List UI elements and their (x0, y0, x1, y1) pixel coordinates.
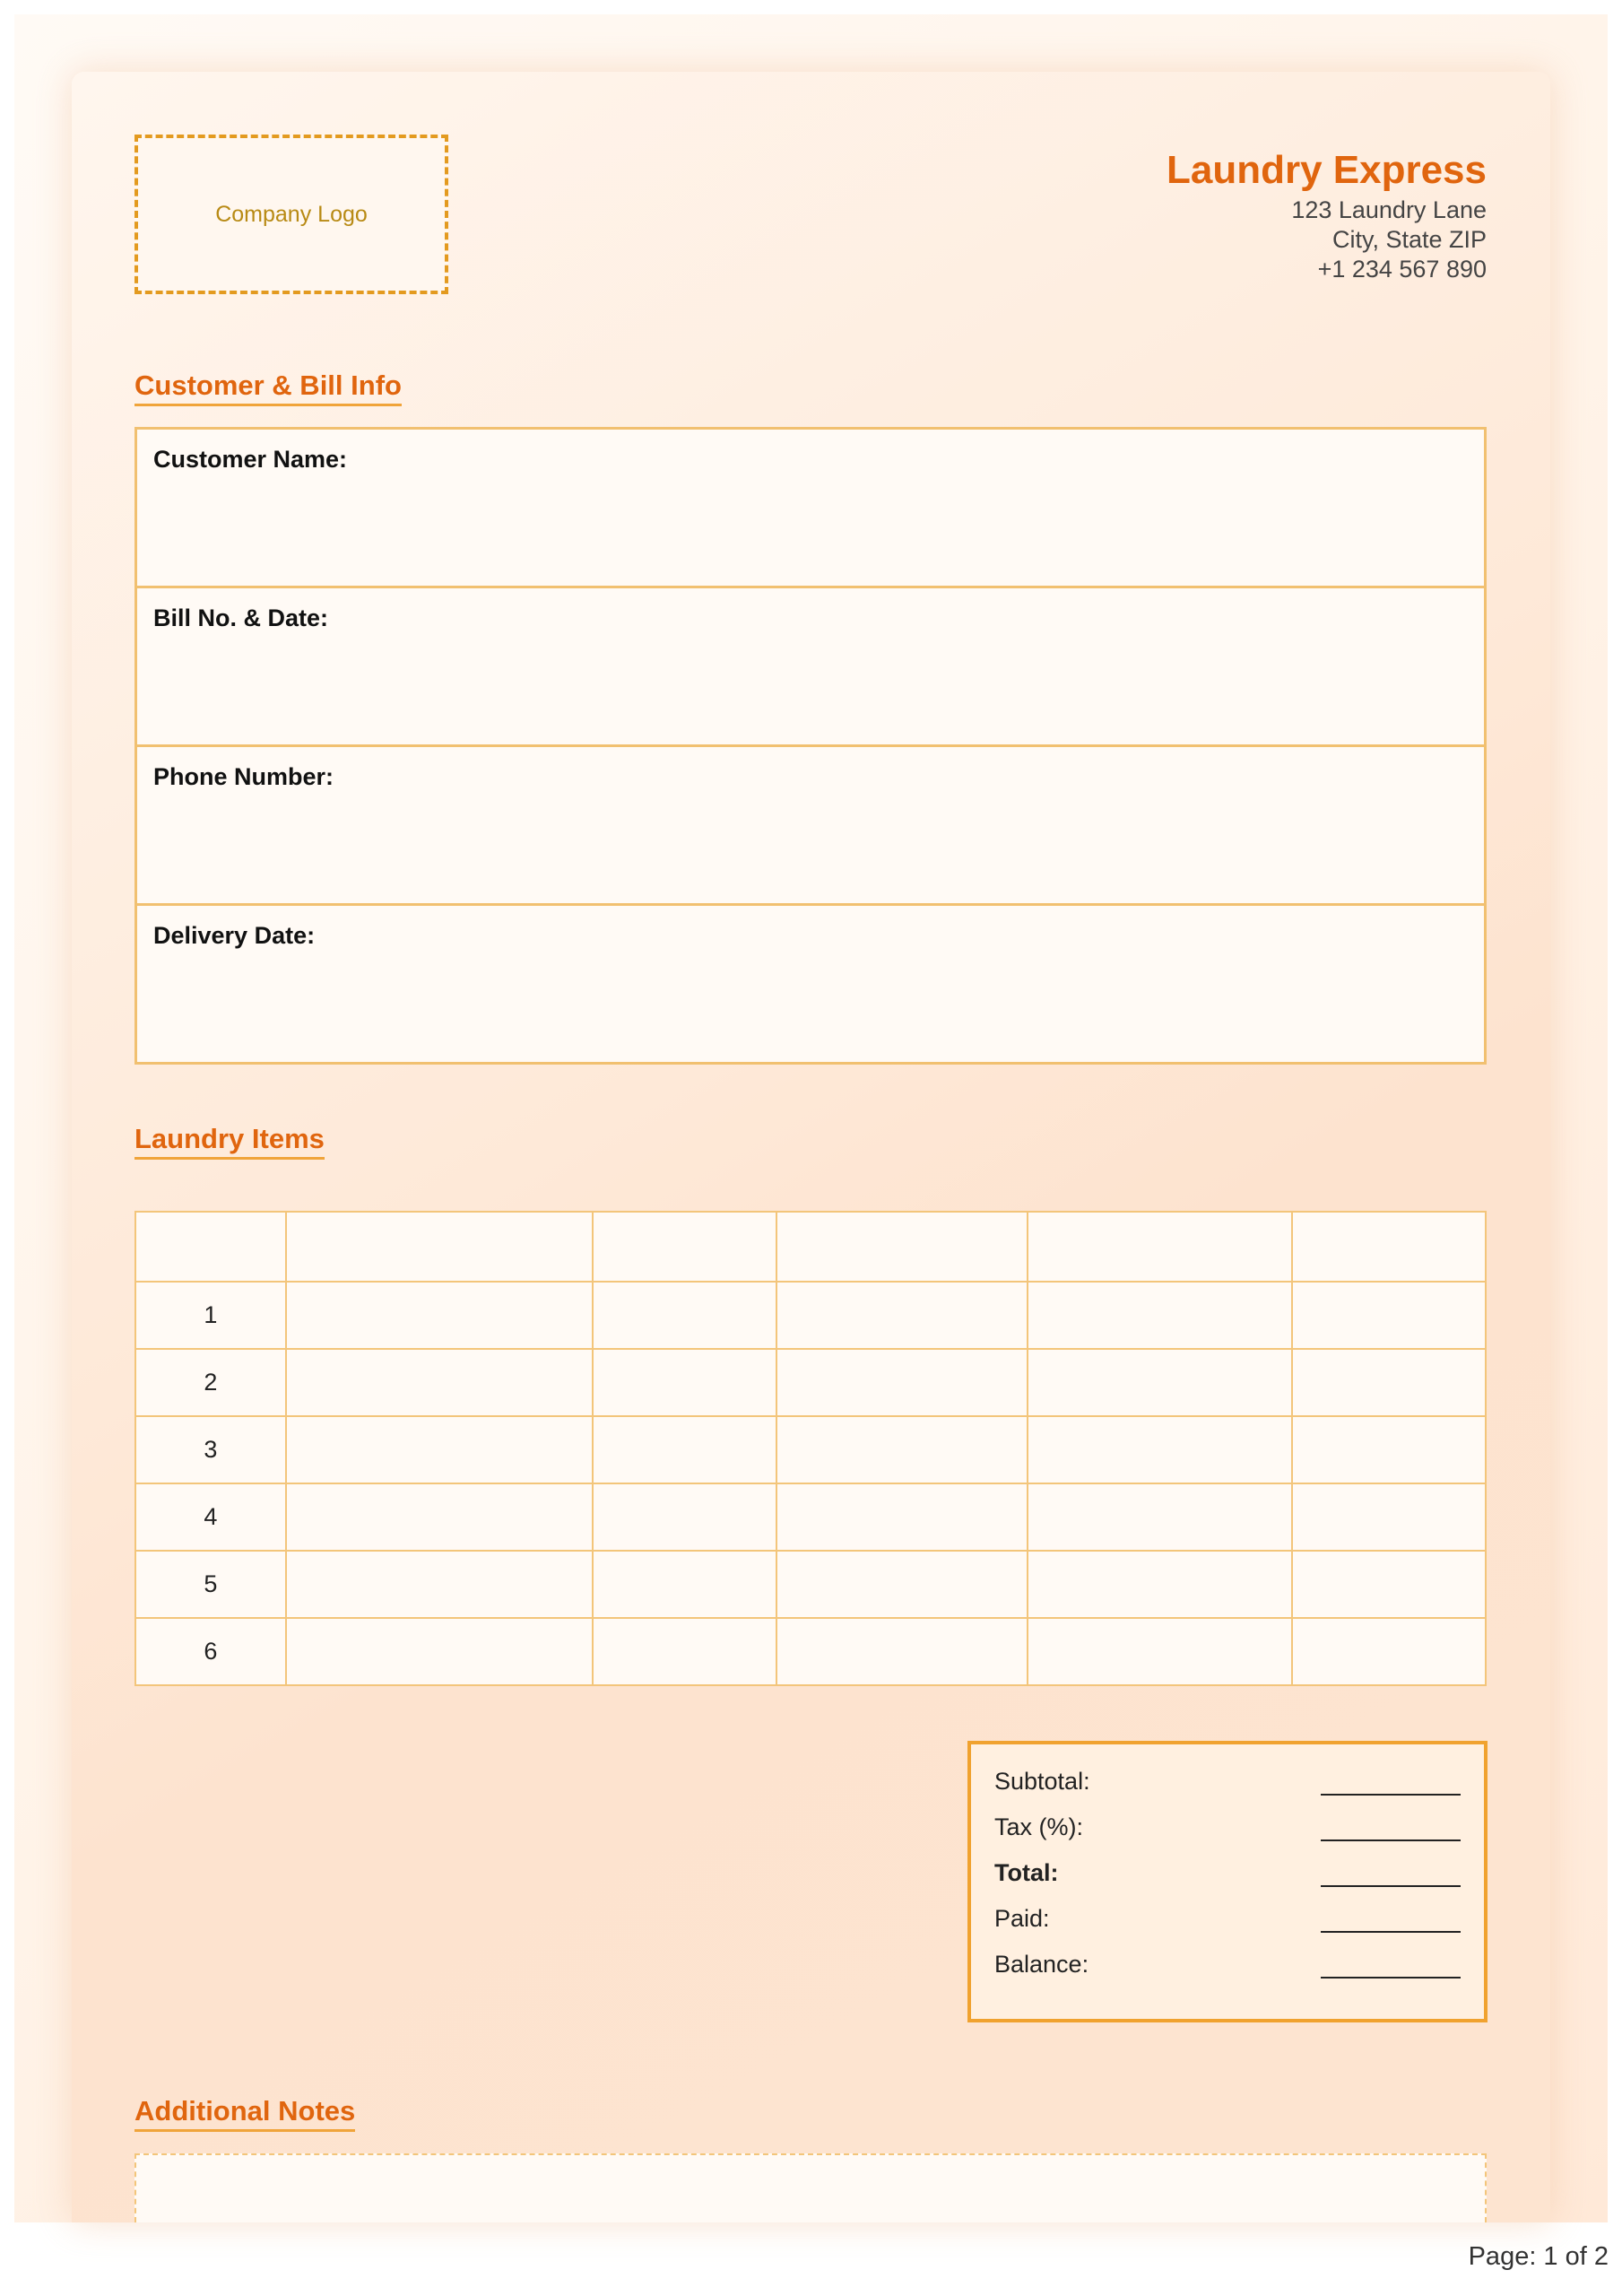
logo-placeholder-text: Company Logo (215, 201, 368, 227)
row-number-cell: 2 (135, 1349, 286, 1416)
tax-label: Tax (%): (994, 1813, 1084, 1840)
phone-number-label: Phone Number: (153, 763, 334, 790)
bill-number-date-field[interactable] (137, 588, 1484, 747)
laundry-items-table (134, 1211, 1487, 1686)
table-row (135, 1349, 1486, 1416)
header-cell (135, 1212, 286, 1282)
table-header-row (135, 1212, 1486, 1282)
company-info (1167, 147, 1487, 284)
table-cell[interactable] (776, 1282, 1028, 1349)
bill-summary-box (967, 1741, 1488, 2022)
customer-name-label: Customer Name: (153, 446, 348, 473)
table-cell[interactable] (776, 1349, 1028, 1416)
table-cell[interactable] (1028, 1416, 1293, 1483)
table-cell[interactable] (776, 1483, 1028, 1551)
table-cell[interactable] (593, 1282, 776, 1349)
tax-row (994, 1813, 1461, 1859)
customer-info-table (134, 427, 1487, 1065)
header-cell (593, 1212, 776, 1282)
table-cell[interactable] (1292, 1416, 1486, 1483)
paid-row (994, 1905, 1461, 1951)
delivery-date-field[interactable] (137, 906, 1484, 1062)
table-cell[interactable] (1028, 1349, 1293, 1416)
row-number-cell: 1 (135, 1282, 286, 1349)
phone-number-field[interactable] (137, 747, 1484, 906)
balance-blank-line[interactable] (1321, 1977, 1461, 1979)
customer-name-field[interactable] (137, 430, 1484, 588)
table-row (135, 1483, 1486, 1551)
header-cell (776, 1212, 1028, 1282)
table-cell[interactable] (593, 1483, 776, 1551)
table-cell[interactable] (593, 1551, 776, 1618)
additional-notes-section-title: Additional Notes (134, 2094, 355, 2132)
total-blank-line[interactable] (1321, 1885, 1461, 1887)
header-cell (286, 1212, 594, 1282)
additional-notes-field[interactable] (134, 2153, 1487, 2222)
subtotal-row (994, 1768, 1461, 1813)
table-cell[interactable] (1292, 1282, 1486, 1349)
table-cell[interactable] (776, 1551, 1028, 1618)
table-cell[interactable] (286, 1551, 594, 1618)
laundry-items-section-title: Laundry Items (134, 1122, 325, 1160)
table-cell[interactable] (593, 1416, 776, 1483)
subtotal-blank-line[interactable] (1321, 1794, 1461, 1796)
table-cell[interactable] (593, 1349, 776, 1416)
row-number-cell: 5 (135, 1551, 286, 1618)
table-row (135, 1618, 1486, 1685)
delivery-date-label: Delivery Date: (153, 922, 316, 949)
table-cell[interactable] (1292, 1349, 1486, 1416)
header-cell (1028, 1212, 1293, 1282)
table-cell[interactable] (1028, 1483, 1293, 1551)
balance-label: Balance: (994, 1951, 1089, 1978)
company-address-line2: City, State ZIP (1331, 226, 1487, 253)
bill-number-date-label: Bill No. & Date: (153, 604, 329, 631)
table-cell[interactable] (776, 1618, 1028, 1685)
header-cell (1292, 1212, 1486, 1282)
page-number: Page: 1 of 2 (1468, 2242, 1609, 2271)
subtotal-label: Subtotal: (994, 1768, 1090, 1795)
tax-blank-line[interactable] (1321, 1839, 1461, 1841)
company-phone: +1 234 567 890 (1317, 256, 1487, 283)
table-row (135, 1282, 1486, 1349)
table-cell[interactable] (286, 1618, 594, 1685)
table-cell[interactable] (286, 1282, 594, 1349)
table-cell[interactable] (286, 1349, 594, 1416)
table-cell[interactable] (1028, 1282, 1293, 1349)
table-cell[interactable] (1292, 1483, 1486, 1551)
total-label: Total: (994, 1859, 1059, 1886)
table-cell[interactable] (286, 1483, 594, 1551)
table-cell[interactable] (776, 1416, 1028, 1483)
table-cell[interactable] (1292, 1551, 1486, 1618)
company-address-line1: 123 Laundry Lane (1291, 196, 1487, 223)
table-cell[interactable] (1292, 1618, 1486, 1685)
table-cell[interactable] (286, 1416, 594, 1483)
table-cell[interactable] (1028, 1551, 1293, 1618)
row-number-cell: 6 (135, 1618, 286, 1685)
paid-label: Paid: (994, 1905, 1050, 1932)
balance-row (994, 1951, 1461, 1996)
paid-blank-line[interactable] (1321, 1931, 1461, 1933)
row-number-cell: 4 (135, 1483, 286, 1551)
table-row (135, 1416, 1486, 1483)
table-cell[interactable] (593, 1618, 776, 1685)
company-logo-placeholder (134, 135, 448, 294)
table-row (135, 1551, 1486, 1618)
row-number-cell: 3 (135, 1416, 286, 1483)
total-row (994, 1859, 1461, 1905)
customer-section-title: Customer & Bill Info (134, 369, 402, 406)
company-name: Laundry Express (1166, 148, 1487, 192)
table-cell[interactable] (1028, 1618, 1293, 1685)
